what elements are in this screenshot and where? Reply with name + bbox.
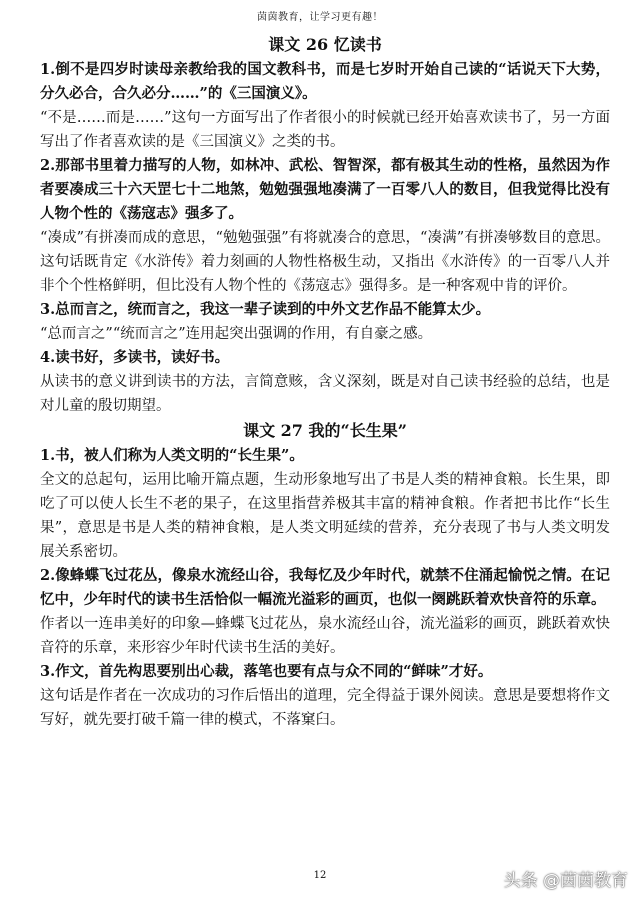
explanation-paragraph: 作者以一连串美好的印象—蜂蝶飞过花丛，泉水流经山谷，流光溢彩的画页，跳跃着欢快音符的乐章，来形容少年时代读书生活的美好。: [40, 616, 610, 656]
explanation-paragraph: 这句话是作者在一次成功的习作后悟出的道理，完全得益于课外阅读。意思是要想将作文写好，就先要打破千篇一律的模式，不落窠臼。: [40, 688, 610, 728]
quoted-sentence: 1.倒不是四岁时读母亲教给我的国文教科书，而是七岁时开始自己读的“话说天下大势，分久必合，合久必分……”的《三国演义》。: [40, 61, 610, 102]
quoted-sentence: 1.书，被人们称为人类文明的“长生果”。: [40, 447, 304, 464]
document-body: [40, 32, 610, 732]
explanation-paragraph: 从读书的意义讲到读书的方法，言简意赅，含义深刻，既是对自己读书经验的总结，也是对儿童的殷切期望。: [40, 374, 610, 414]
quoted-sentence: 3.总而言之，统而言之，我这一辈子读到的中外文艺作品不能算太少。: [40, 301, 491, 318]
explanation-paragraph: “不是……而是……”这句一方面写出了作者很小的时候就已经开始喜欢读书了，另一方面写出了作者喜欢读的是《三国演义》之类的书。: [40, 110, 610, 150]
page-header: 茵茵教育，让学习更有趣！: [257, 12, 383, 23]
quoted-sentence: 3.作文，首先构思要别出心裁，落笔也要有点与众不同的“鲜味”才好。: [40, 663, 493, 680]
watermark: 头条 @茵茵教育: [503, 871, 628, 891]
section-title: 课文 27 我的“长生果”: [243, 421, 407, 440]
quoted-sentence: 2.像蜂蝶飞过花丛，像泉水流经山谷，我每忆及少年时代，就禁不住涌起愉悦之情。在记忆中，少年时代的读书生活恰似一幅流光溢彩的画页，也似一阕跳跃着欢快音符的乐章。: [40, 567, 610, 608]
page-number: 12: [313, 870, 327, 881]
quoted-sentence: 4.读书好，多读书，读好书。: [40, 349, 230, 366]
explanation-paragraph: “凑成”有拼凑而成的意思，“勉勉强强”有将就凑合的意思，“凑满”有拼凑够数目的意思。这句话既肯定《水浒传》着力刻画的人物性格极生动，又指出《水浒传》的一百零八人并非个个性格鲜明，但比没有人物个性的《荡寇志》强得多。是一种客观中肯的评价。: [40, 230, 610, 294]
quoted-sentence: 2.那部书里着力描写的人物，如林冲、武松、智智深，都有极其生动的性格，虽然因为作者要凑成三十六天罡七十二地煞，勉勉强强地凑满了一百零八人的数目，但我觉得比没有人物个性的《荡寇志》强多了。: [40, 157, 610, 222]
section-title: 课文 26 忆读书: [268, 35, 382, 54]
explanation-paragraph: 全文的总起句，运用比喻开篇点题，生动形象地写出了书是人类的精神食粮。长生果，即吃了可以使人长生不老的果子，在这里指营养极其丰富的精神食粮。作者把书比作“长生果”，意思是书是人类的精神食粮，是人类文明延续的营养，充分表现了书与人类文明发展关系密切。: [40, 472, 610, 560]
explanation-paragraph: “总而言之”“统而言之”连用起突出强调的作用，有自豪之感。: [40, 326, 433, 342]
